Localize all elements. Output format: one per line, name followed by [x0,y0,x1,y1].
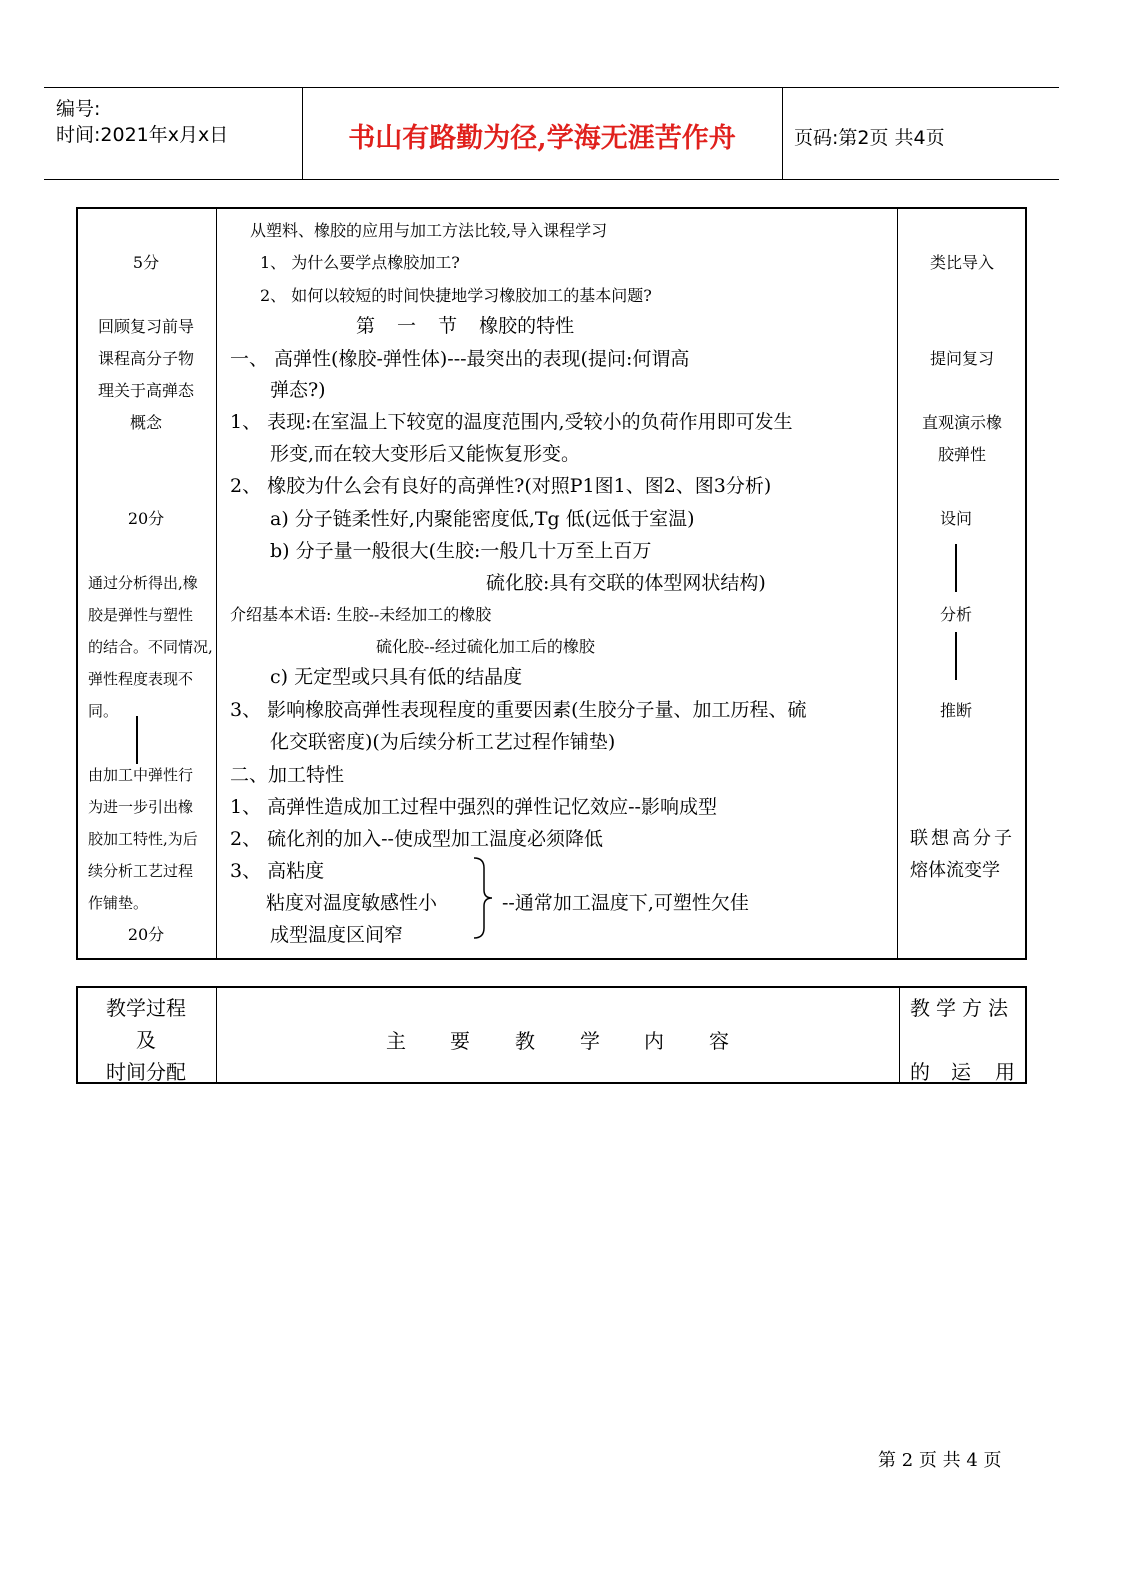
column-header-line: 及 [136,1028,156,1052]
time-allocation: 20分 [127,925,165,944]
column-header-char: 教 [515,1029,535,1053]
lead-note-line: 作铺垫。 [88,894,149,912]
method-note: 设问 [939,509,973,528]
terms-line: 硫化胶--经过硫化加工后的橡胶 [376,637,595,656]
column-header-char: 学 [580,1029,600,1053]
content-line: 3、 影响橡胶高弹性表现程度的重要因素(生胶分子量、加工历程、硫 [230,699,807,721]
flow-arrow-line [136,716,138,764]
analysis-note-line: 通过分析得出,橡 [88,574,198,592]
content-line: a) 分子链柔性好,内聚能密度低,Tg 低(远低于室温) [270,508,695,530]
table-border-bottom [76,958,1027,960]
document-number-label: 编号: [56,98,101,120]
flow-arrow-line [955,544,957,592]
method-note: 类比导入 [929,253,995,272]
column-header-line: 教学过程 [106,996,186,1020]
table-border-right [1025,986,1027,1084]
header-top-rule [44,87,1059,88]
content-line: b) 分子量一般很大(生胶:一般几十万至上百万 [270,540,652,562]
column-header-char: 容 [709,1029,729,1053]
method-note: 熔体流变学 [910,860,1000,881]
content-line: 弹态?) [270,379,326,401]
time-allocation: 5分 [132,253,160,272]
page-footer: 第 2 页 共 4 页 [878,1450,1002,1471]
flow-arrow-line [955,632,957,680]
review-note-line: 理关于高弹态 [97,381,195,400]
table-border-bottom [76,1082,1027,1084]
content-line: 1、 高弹性造成加工过程中强烈的弹性记忆效应--影响成型 [230,796,717,818]
right-brace-icon [472,856,496,940]
table-column-divider [897,207,898,959]
intro-line: 从塑料、橡胶的应用与加工方法比较,导入课程学习 [250,221,608,240]
header-divider [782,87,783,180]
method-note: 分析 [939,605,973,624]
question-line: 2、 如何以较短的时间快捷地学习橡胶加工的基本问题? [260,286,652,305]
header-divider [302,87,303,180]
content-line: 二、加工特性 [230,764,345,786]
table-column-divider [216,207,217,959]
table-border-left [76,986,78,1084]
lead-note-line: 为进一步引出橡 [88,798,194,816]
column-header-char: 的 [910,1060,930,1084]
table-border-top [76,207,1027,209]
table-column-divider [216,986,217,1083]
header-bottom-rule [44,179,1059,180]
question-line: 1、 为什么要学点橡胶加工? [260,253,460,272]
content-line: 3、 高粘度 [230,860,325,882]
time-allocation: 20分 [127,509,165,528]
method-note: 直观演示橡 [921,413,1003,432]
lead-note-line: 由加工中弹性行 [88,766,194,784]
analysis-note-line: 弹性程度表现不 [88,670,194,688]
content-line: 化交联密度)(为后续分析工艺过程作铺垫) [270,731,616,753]
analysis-note-line: 胶是弹性与塑性 [88,606,194,624]
review-note-line: 回顾复习前导 [97,317,195,336]
column-header-line: 教学方法 [910,996,1014,1020]
analysis-note-line: 同。 [88,702,119,720]
table-column-divider [899,986,900,1083]
column-header-char: 内 [644,1029,664,1053]
column-header-char: 要 [450,1029,470,1053]
content-line: 硫化胶:具有交联的体型网状结构) [486,572,766,594]
review-note-line: 概念 [129,413,163,432]
lead-note-line: 胶加工特性,为后 [88,830,198,848]
column-header-char: 运 [951,1060,971,1084]
column-header-char: 主 [386,1029,406,1053]
column-header-line: 时间分配 [106,1060,186,1084]
method-note: 推断 [939,701,973,720]
page-info: 页码:第2页 共4页 [794,127,945,149]
content-line: 形变,而在较大变形后又能恢复形变。 [270,443,581,465]
content-line: 2、 橡胶为什么会有良好的高弹性?(对照P1图1、图2、图3分析) [230,475,772,497]
table-border-left [76,207,78,960]
table-border-top [76,986,1027,988]
content-line: --通常加工温度下,可塑性欠佳 [502,892,749,914]
method-note: 胶弹性 [937,445,987,464]
method-note: 联想高分子 [910,828,1015,849]
content-line: 成型温度区间窄 [270,924,404,946]
lead-note-line: 续分析工艺过程 [88,862,194,880]
column-header-char: 用 [995,1060,1015,1084]
review-note-line: 课程高分子物 [97,349,195,368]
method-note: 提问复习 [929,349,995,368]
header-motto: 书山有路勤为径,学海无涯苦作舟 [348,123,736,154]
analysis-note-line: 的结合。不同情况, [88,638,213,656]
content-line: 2、 硫化剂的加入--使成型加工温度必须降低 [230,828,603,850]
terms-line: 介绍基本术语: 生胶--未经加工的橡胶 [230,605,492,624]
table-border-right [1025,207,1027,960]
content-line: c) 无定型或只具有低的结晶度 [270,666,523,688]
content-line: 1、 表现:在室温上下较宽的温度范围内,受较小的负荷作用即可发生 [230,411,793,433]
content-line: 一、 高弹性(橡胶-弹性体)---最突出的表现(提问:何谓高 [230,348,690,370]
content-line: 粘度对温度敏感性小 [266,892,438,914]
section-title: 第 一 节 橡胶的特性 [356,315,575,337]
document-time-label: 时间:2021年x月x日 [56,124,229,146]
